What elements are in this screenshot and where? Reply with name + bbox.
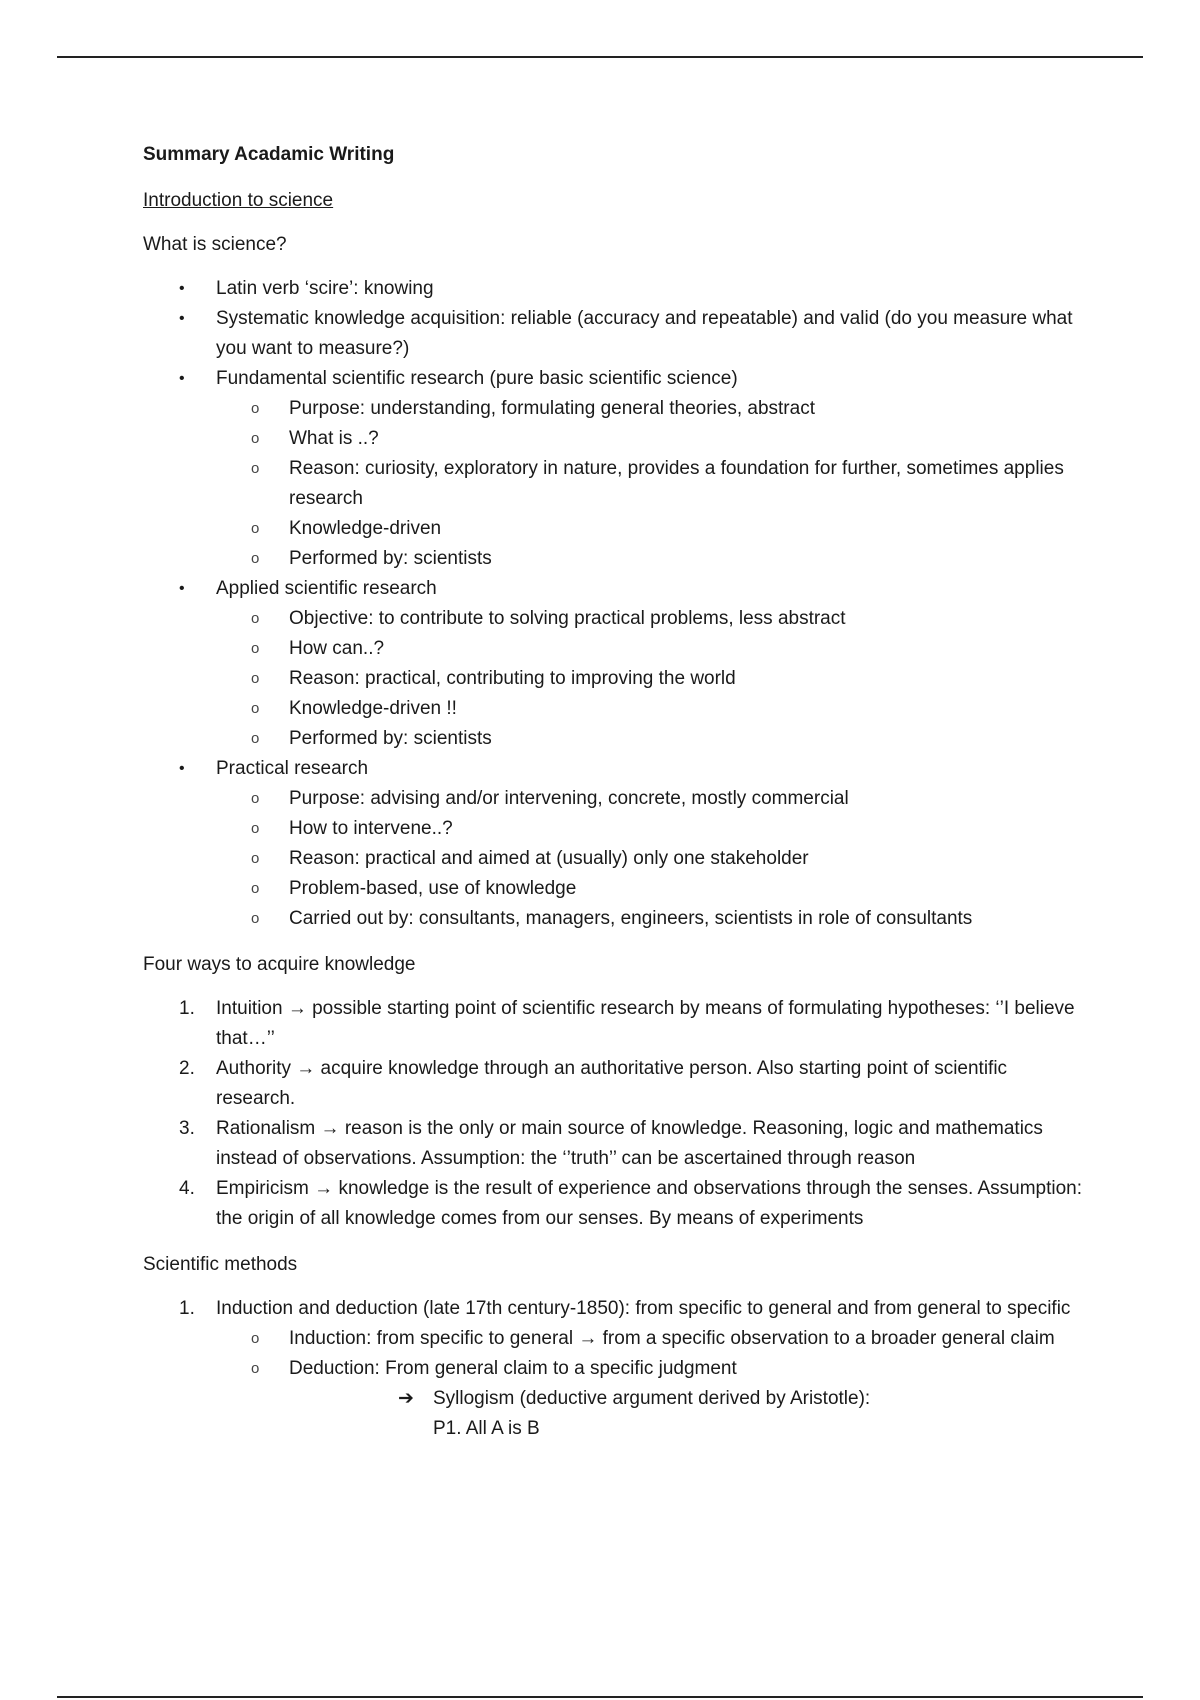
- list-item: [143, 754, 1083, 784]
- bullet-list: [143, 274, 1083, 934]
- sub-bullet-marker: o: [251, 400, 260, 417]
- sub-list-item: [143, 394, 1083, 424]
- sub-list-item: [143, 514, 1083, 544]
- sub-list-item-text: How to intervene..?: [289, 818, 453, 839]
- sub-list-item: [143, 634, 1083, 664]
- list-item: [143, 1294, 1083, 1324]
- list-item: [143, 574, 1083, 604]
- list-number: 2.: [179, 1058, 195, 1079]
- sub-list-item: [143, 424, 1083, 454]
- sub-bullet-marker: o: [251, 880, 260, 897]
- list-item-text: Fundamental scientific research (pure basic scientific science): [216, 368, 738, 389]
- document-body: [143, 140, 1083, 1460]
- sub-list-item-text: What is ..?: [289, 428, 379, 449]
- list-item-text: Applied scientific research: [216, 578, 437, 599]
- sub-bullet-marker: o: [251, 790, 260, 807]
- sub-bullet-marker: o: [251, 460, 260, 477]
- sub-bullet-marker: o: [251, 700, 260, 717]
- sub-list-item: [143, 604, 1083, 634]
- section-heading: Scientific methods: [143, 1254, 298, 1275]
- sub-list-item-text: Reason: practical and aimed at (usually) only one stakeholder: [289, 848, 809, 869]
- bullet-marker: •: [179, 370, 185, 387]
- sub-list-item-text: Purpose: understanding, formulating general theories, abstract: [289, 398, 815, 419]
- sub-bullet-marker: o: [251, 550, 260, 567]
- sub-list-item-text: Purpose: advising and/or intervening, concrete, mostly commercial: [289, 788, 849, 809]
- sub-list-item-text: Knowledge-driven: [289, 518, 442, 539]
- sub-list-item: [143, 904, 1083, 934]
- sub-list-item-text: Knowledge-driven !!: [289, 698, 457, 719]
- sub-bullet-marker: o: [251, 430, 260, 447]
- bullet-marker: •: [179, 310, 185, 327]
- list-item: [143, 1054, 1083, 1114]
- premise-text: P1. All A is B: [433, 1418, 540, 1439]
- sub-bullet-marker: o: [251, 640, 260, 657]
- sub-list-item-text: Performed by: scientists: [289, 728, 492, 749]
- list-item: [143, 1114, 1083, 1174]
- arrow-icon: ➔: [398, 1388, 414, 1409]
- sub-list-item-text: How can..?: [289, 638, 385, 659]
- sub-list-item: [143, 874, 1083, 904]
- sub-list-item: [143, 784, 1083, 814]
- bullet-marker: •: [179, 580, 185, 597]
- list-item-text: Intuition → possible starting point of scientific research by means of formulating hypotheses: ‘’I believe that…’’: [216, 998, 1075, 1049]
- sub-list-item: [143, 814, 1083, 844]
- list-item: [143, 364, 1083, 394]
- bullet-marker: •: [179, 280, 185, 297]
- numbered-list: [143, 994, 1083, 1234]
- list-item-text: Rationalism → reason is the only or main source of knowledge. Reasoning, logic and mathematics instead of observations. Assumption: the ‘’truth’’ can be ascertained through reason: [216, 1118, 1043, 1169]
- sub-bullet-marker: o: [251, 820, 260, 837]
- arrow-list-item-text: Syllogism (deductive argument derived by Aristotle):: [433, 1388, 871, 1409]
- list-item-text: Latin verb ‘scire’: knowing: [216, 278, 434, 299]
- list-number: 3.: [179, 1118, 195, 1139]
- list-number: 4.: [179, 1178, 195, 1199]
- list-item-text: Practical research: [216, 758, 369, 779]
- sub-list-item: [143, 844, 1083, 874]
- sub-bullet-marker: o: [251, 910, 260, 927]
- list-item-text: Empiricism → knowledge is the result of experience and observations through the senses. Assumption: the origin of all knowledge comes from our senses. By means of experiments: [216, 1178, 1083, 1229]
- sub-list-item: [143, 544, 1083, 574]
- list-number: 1.: [179, 1298, 195, 1319]
- sub-bullet-marker: o: [251, 1360, 260, 1377]
- sub-list-item: [143, 1324, 1083, 1354]
- premise-line: [143, 1414, 1083, 1444]
- section-heading: What is science?: [143, 234, 287, 255]
- sub-bullet-marker: o: [251, 1330, 260, 1347]
- list-item: [143, 1174, 1083, 1234]
- list-number: 1.: [179, 998, 195, 1019]
- sub-list-item-text: Problem-based, use of knowledge: [289, 878, 577, 899]
- section-heading: Four ways to acquire knowledge: [143, 954, 416, 975]
- list-item-text: Induction and deduction (late 17th century-1850): from specific to general and from general to specific: [216, 1298, 1071, 1319]
- sub-bullet-marker: o: [251, 730, 260, 747]
- list-item: [143, 274, 1083, 304]
- sub-list-item: [143, 664, 1083, 694]
- document-title: Summary Acadamic Writing: [143, 144, 395, 165]
- list-item: [143, 304, 1083, 364]
- sub-list-item-text: Reason: curiosity, exploratory in nature, provides a foundation for further, sometimes applies research: [289, 458, 1064, 509]
- header-rule: [57, 56, 1143, 58]
- sub-bullet-marker: o: [251, 850, 260, 867]
- sub-list-item-text: Objective: to contribute to solving practical problems, less abstract: [289, 608, 846, 629]
- sub-list-item-text: Deduction: From general claim to a specific judgment: [289, 1358, 737, 1379]
- sub-bullet-marker: o: [251, 670, 260, 687]
- list-item: [143, 994, 1083, 1054]
- sub-bullet-marker: o: [251, 610, 260, 627]
- sub-list-item-text: Induction: from specific to general → from a specific observation to a broader general claim: [289, 1328, 1055, 1349]
- sub-list-item: [143, 454, 1083, 514]
- sub-list-item-text: Reason: practical, contributing to improving the world: [289, 668, 736, 689]
- bullet-marker: •: [179, 760, 185, 777]
- sub-bullet-marker: o: [251, 520, 260, 537]
- sub-list-item-text: Performed by: scientists: [289, 548, 492, 569]
- section-subtitle: Introduction to science: [143, 190, 334, 211]
- footer-rule: [57, 1696, 1143, 1698]
- sub-list-item: [143, 1354, 1083, 1384]
- sub-list-item: [143, 724, 1083, 754]
- sub-list-item-text: Carried out by: consultants, managers, engineers, scientists in role of consultants: [289, 908, 973, 929]
- numbered-list: [143, 1294, 1083, 1444]
- sub-list-item: [143, 694, 1083, 724]
- list-item-text: Systematic knowledge acquisition: reliable (accuracy and repeatable) and valid (do you measure what you want to measure?): [216, 308, 1073, 359]
- list-item-text: Authority → acquire knowledge through an authoritative person. Also starting point of scientific research.: [216, 1058, 1008, 1109]
- arrow-list-item: [143, 1384, 1083, 1414]
